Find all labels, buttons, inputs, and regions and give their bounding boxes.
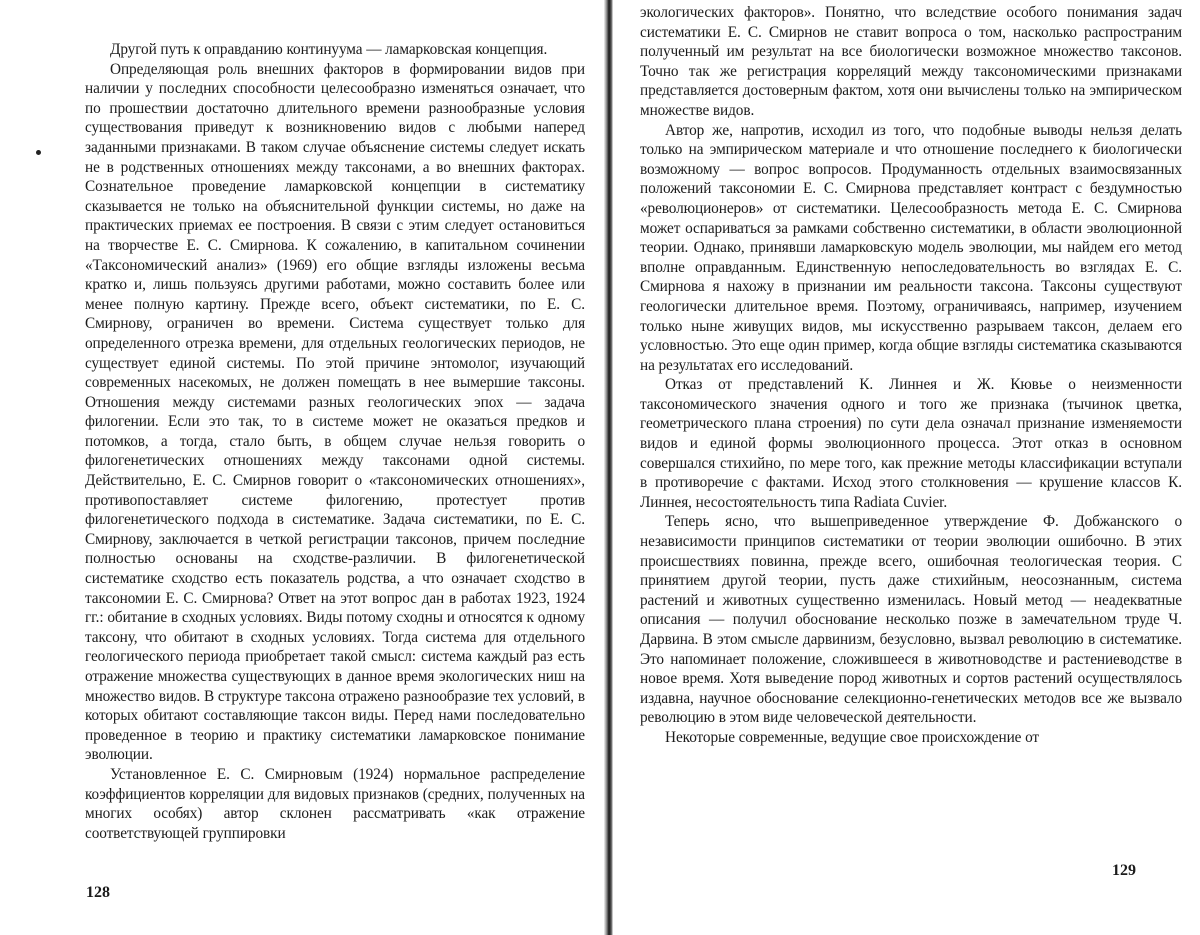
paragraph: Некоторые современные, ведущие свое происхождение от — [665, 728, 1040, 746]
paragraph: экологических факторов». Понятно, что вследствие особого понимания задач систематики Е. С. Смирнов не ставит вопроса о том, насколько распространим полученный им результат на все биологически возможное множество таксонов. Точно так же регистрация корреляций между таксономическими признаками представляется достоверным фактом, хотя они вычислены только на эмпирическом множестве видов. — [640, 4, 1182, 119]
paragraph: Другой путь к оправданию континуума — ламарковская концепция. — [110, 41, 548, 58]
right-page-text — [640, 3, 1182, 748]
page-number: 128 — [86, 884, 110, 901]
page-number: 129 — [1112, 862, 1136, 879]
print-speck — [36, 150, 41, 155]
paragraph: Автор же, напротив, исходил из того, что подобные выводы нельзя делать только на эмпирическом материале и что отношение последнего к биологически возможному — вопрос вопросов. Продуманность отдельных взаимосвязанных положений таксономии Е. С. Смирнова представляет контраст с бездумностью «революционеров» от систематики. Целесообразность метода Е. С. Смирнова может оспариваться за рамками собственно систематики, в области эволюционной теории. Однако, принявши ламарковскую модель эволюции, мы найдем его метод вполне оправданным. Единственную непоследовательность во взглядах Е. С. Смирнова я нахожу в признании им реальности таксона. Таксоны существуют геологически длительное время. Поэтому, ограничиваясь, например, изучением только ныне живущих видов, мы искусственно разрываем таксон, делаем его условностью. Это еще один пример, когда общие взгляды систематика сказываются на результатах его исследований. — [640, 121, 1182, 374]
left-page-text — [85, 40, 585, 843]
paragraph: Установленное Е. С. Смирновым (1924) нормальное распределение коэффициентов корреляции для видовых признаков (средних, полученных на многих особях) автор склонен рассматривать «как отражение соответствующей группировки — [85, 765, 585, 842]
paragraph: Теперь ясно, что вышеприведенное утверждение Ф. Добжанского о независимости принципов систематики от теории эволюции ошибочно. В этих происшествиях повинна, прежде всего, ошибочная теологическая теория. С принятием другой теории, пусть даже стихийным, неосознанным, система растений и животных существенно изменилась. Новый метод — неадекватные описания — получил обоснование несколько позже в замечательном труде Ч. Дарвина. В этом смысле дарвинизм, безусловно, вызвал революцию в систематике. Это напоминает положение, сложившееся в животноводстве и растениеводстве в новое время. Хотя выведение пород животных и сортов растений осуществлялось издавна, научное обоснование селекционно-генетических методов все же вызвало революцию в этом виде человеческой деятельности. — [640, 513, 1182, 727]
right-page — [610, 0, 1200, 935]
paragraph: Определяющая роль внешних факторов в формировании видов при наличии у последних способности целесообразно изменяться означает, что по прошествии достаточно длительного времени разнообразные условия существования приведут к возникновению видов с любыми наперед заданными признаками. В таком случае объяснение системы следует искать не в родственных отношениях между таксонами, а во внешних факторах. Сознательное проведение ламарковской концепции в систематику сказывается не только на объяснительной функции системы, но даже на практических приемах ее построения. В связи с этим следует остановиться на творчестве Е. С. Смирнова. К сожалению, в капитальном сочинении «Таксономический анализ» (1969) его общие взгляды изложены весьма кратко и, лишь пользуясь другими работами, можно составить более или менее полную картину. Прежде всего, объект систематики, по Е. С. Смирнову, ограничен во времени. Система существует только для определенного отрезка времени, для отдельных геологических периодов, не существует единой системы. По этой причине энтомолог, изучающий современных насекомых, не должен помещать в нее вымершие таксоны. Отношения между системами разных геологических эпох — задача филогении. Если это так, то в системе может не оказаться предков и потомков, а тогда, стало быть, в общем случае нельзя говорить о филогенетических отношениях между таксонами одной системы. Действительно, Е. С. Смирнов говорит о «таксономических отношениях», противопоставляет системе филогению, протестует против филогенетического подхода в систематике. Задача систематики, по Е. С. Смирнову, заключается в четкой регистрации таксонов, причем последние полностью основаны на сходстве-различии. В филогенетической систематике сходство есть показатель родства, а что означает сходство в таксономии Е. С. Смирнова? Ответ на этот вопрос дан в работах 1923, 1924 гг.: обитание в сходных условиях. Виды потому сходны и относятся к одному таксону, что обитают в сходных условиях. Тогда система для отдельного геологического периода приобретает такой смысл: система каждый раз есть отражение множества существующих в данное время экологических ниш на множество видов. В структуре таксона отражено разнообразие тех условий, в которых обитают составляющие таксон виды. Перед нами последовательно проведенное в теорию и практику систематики ламарковское понимание эволюции. — [85, 60, 585, 764]
paragraph: Отказ от представлений К. Линнея и Ж. Кювье о неизменности таксономического значения одного и того же признака (тычинок цветка, геометрического плана строения) по сути дела означал признание изменяемости видов и единой формы эволюционного процесса. Этот отказ в основном совершался стихийно, по мере того, как прежние методы классификации вступали в противоречие с фактами. Исход этого столкновения — крушение классов К. Линнея, несостоятельность типа Radiata Cuvier. — [640, 376, 1182, 511]
